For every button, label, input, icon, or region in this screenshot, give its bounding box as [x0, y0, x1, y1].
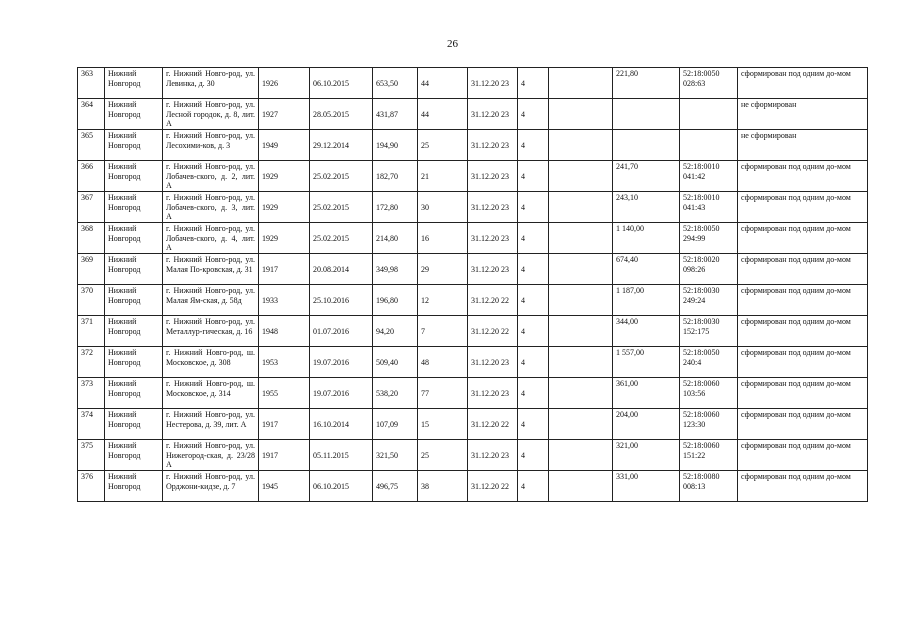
cell-land-status: сформирован под одним до-мом — [738, 223, 868, 254]
cell-empty — [549, 192, 613, 223]
cell-deadline: 31.12.20 23 — [468, 130, 518, 161]
table-row — [78, 347, 868, 378]
cell-area: 496,75 — [373, 471, 418, 502]
cell-address: г. Нижний Новго-род, ул. Металлур-гическая, д. 16 — [163, 316, 259, 347]
cell-land-status: не сформирован — [738, 130, 868, 161]
cell-residents: 7 — [418, 316, 468, 347]
cell-cadastral-number: 52:18:0050 294:99 — [680, 223, 738, 254]
cell-recognition-date: 25.02.2015 — [310, 192, 373, 223]
cell-land-area: 1 557,00 — [613, 347, 680, 378]
cell-city: Нижний Новгород — [105, 192, 163, 223]
cell-residents: 15 — [418, 409, 468, 440]
cell-deadline: 31.12.20 23 — [468, 192, 518, 223]
table-row — [78, 316, 868, 347]
table-row — [78, 68, 868, 99]
cell-stage: 4 — [518, 440, 549, 471]
cell-land-status: сформирован под одним до-мом — [738, 161, 868, 192]
cell-address: г. Нижний Новго-род, ул. Лобачев-ского, д. 4, лит. А — [163, 223, 259, 254]
cell-year-built: 1929 — [259, 223, 310, 254]
cell-cadastral-number: 52:18:0010 041:42 — [680, 161, 738, 192]
cell-land-status: сформирован под одним до-мом — [738, 192, 868, 223]
cell-residents: 48 — [418, 347, 468, 378]
cell-city: Нижний Новгород — [105, 285, 163, 316]
cell-number: 373 — [78, 378, 105, 409]
cell-area: 194,90 — [373, 130, 418, 161]
cell-deadline: 31.12.20 22 — [468, 409, 518, 440]
cell-year-built: 1929 — [259, 192, 310, 223]
cell-empty — [549, 285, 613, 316]
cell-city: Нижний Новгород — [105, 130, 163, 161]
cell-number: 371 — [78, 316, 105, 347]
cell-residents: 44 — [418, 68, 468, 99]
table-row — [78, 130, 868, 161]
cell-number: 375 — [78, 440, 105, 471]
cell-residents: 38 — [418, 471, 468, 502]
cell-empty — [549, 409, 613, 440]
cell-year-built: 1953 — [259, 347, 310, 378]
cell-number: 376 — [78, 471, 105, 502]
cell-year-built: 1927 — [259, 99, 310, 130]
cell-deadline: 31.12.20 23 — [468, 254, 518, 285]
cell-residents: 16 — [418, 223, 468, 254]
cell-empty — [549, 99, 613, 130]
cell-recognition-date: 05.11.2015 — [310, 440, 373, 471]
cell-land-area: 674,40 — [613, 254, 680, 285]
cell-number: 364 — [78, 99, 105, 130]
cell-address: г. Нижний Новго-род, ул. Лесной городок, д. 8, лит. А — [163, 99, 259, 130]
cell-city: Нижний Новгород — [105, 223, 163, 254]
cell-city: Нижний Новгород — [105, 254, 163, 285]
cell-address: г. Нижний Новго-род, ул. Левинка, д. 30 — [163, 68, 259, 99]
cell-number: 372 — [78, 347, 105, 378]
cell-deadline: 31.12.20 23 — [468, 99, 518, 130]
cell-residents: 12 — [418, 285, 468, 316]
cell-recognition-date: 25.02.2015 — [310, 161, 373, 192]
cell-cadastral-number: 52:18:0060 151:22 — [680, 440, 738, 471]
cell-empty — [549, 471, 613, 502]
cell-number: 367 — [78, 192, 105, 223]
cell-empty — [549, 223, 613, 254]
cell-land-area: 1 140,00 — [613, 223, 680, 254]
cell-year-built: 1917 — [259, 254, 310, 285]
cell-deadline: 31.12.20 23 — [468, 440, 518, 471]
cell-recognition-date: 20.08.2014 — [310, 254, 373, 285]
cell-city: Нижний Новгород — [105, 378, 163, 409]
cell-cadastral-number: 52:18:0010 041:43 — [680, 192, 738, 223]
cell-cadastral-number: 52:18:0050 240:4 — [680, 347, 738, 378]
cell-area: 509,40 — [373, 347, 418, 378]
cell-residents: 25 — [418, 440, 468, 471]
cell-city: Нижний Новгород — [105, 409, 163, 440]
cell-recognition-date: 16.10.2014 — [310, 409, 373, 440]
cell-area: 653,50 — [373, 68, 418, 99]
cell-recognition-date: 01.07.2016 — [310, 316, 373, 347]
cell-empty — [549, 316, 613, 347]
cell-cadastral-number: 52:18:0030 249:24 — [680, 285, 738, 316]
cell-land-status: сформирован под одним до-мом — [738, 347, 868, 378]
cell-address: г. Нижний Новго-род, ш. Московское, д. 308 — [163, 347, 259, 378]
table-row — [78, 285, 868, 316]
cell-residents: 44 — [418, 99, 468, 130]
cell-city: Нижний Новгород — [105, 161, 163, 192]
cell-address: г. Нижний Новго-род, ул. Лобачев-ского, д. 3, лит. А — [163, 192, 259, 223]
cell-year-built: 1917 — [259, 409, 310, 440]
cell-number: 368 — [78, 223, 105, 254]
cell-number: 369 — [78, 254, 105, 285]
cell-area: 172,80 — [373, 192, 418, 223]
cell-stage: 4 — [518, 254, 549, 285]
cell-land-area: 204,00 — [613, 409, 680, 440]
cell-recognition-date: 25.10.2016 — [310, 285, 373, 316]
table-row — [78, 471, 868, 502]
table-row — [78, 378, 868, 409]
cell-deadline: 31.12.20 23 — [468, 68, 518, 99]
cell-city: Нижний Новгород — [105, 99, 163, 130]
cell-number: 363 — [78, 68, 105, 99]
cell-land-status: сформирован под одним до-мом — [738, 285, 868, 316]
page-number: 26 — [447, 38, 458, 50]
cell-recognition-date: 06.10.2015 — [310, 68, 373, 99]
cell-land-area: 241,70 — [613, 161, 680, 192]
cell-empty — [549, 68, 613, 99]
cell-residents: 21 — [418, 161, 468, 192]
cell-stage: 4 — [518, 316, 549, 347]
cell-year-built: 1949 — [259, 130, 310, 161]
cell-land-status: сформирован под одним до-мом — [738, 254, 868, 285]
cell-land-status: сформирован под одним до-мом — [738, 378, 868, 409]
cell-city: Нижний Новгород — [105, 316, 163, 347]
cell-stage: 4 — [518, 223, 549, 254]
cell-land-area: 243,10 — [613, 192, 680, 223]
cell-area: 431,87 — [373, 99, 418, 130]
cell-area: 182,70 — [373, 161, 418, 192]
cell-number: 374 — [78, 409, 105, 440]
cell-area: 107,09 — [373, 409, 418, 440]
cell-year-built: 1948 — [259, 316, 310, 347]
table-row — [78, 99, 868, 130]
cell-year-built: 1929 — [259, 161, 310, 192]
cell-residents: 77 — [418, 378, 468, 409]
cell-area: 538,20 — [373, 378, 418, 409]
cell-empty — [549, 378, 613, 409]
cell-address: г. Нижний Новго-род, ул. Лобачев-ского, д. 2, лит. А — [163, 161, 259, 192]
cell-land-status: сформирован под одним до-мом — [738, 409, 868, 440]
cell-address: г. Нижний Новго-род, ул. Малая По-кровская, д. 31 — [163, 254, 259, 285]
cell-address: г. Нижний Новго-род, ул. Нестерова, д. 39, лит. А — [163, 409, 259, 440]
cell-land-status: сформирован под одним до-мом — [738, 68, 868, 99]
cell-area: 214,80 — [373, 223, 418, 254]
cell-land-status: сформирован под одним до-мом — [738, 316, 868, 347]
cell-stage: 4 — [518, 68, 549, 99]
cell-land-area: 1 187,00 — [613, 285, 680, 316]
cell-deadline: 31.12.20 22 — [468, 316, 518, 347]
cell-cadastral-number: 52:18:0060 103:56 — [680, 378, 738, 409]
cell-stage: 4 — [518, 471, 549, 502]
cell-year-built: 1955 — [259, 378, 310, 409]
cell-cadastral-number: 52:18:0060 123:30 — [680, 409, 738, 440]
table-row — [78, 440, 868, 471]
cell-empty — [549, 440, 613, 471]
cell-land-status: сформирован под одним до-мом — [738, 471, 868, 502]
cell-deadline: 31.12.20 23 — [468, 347, 518, 378]
table-body — [78, 68, 868, 502]
cell-deadline: 31.12.20 23 — [468, 378, 518, 409]
cell-address: г. Нижний Новго-род, ул. Нижегород-ская, д. 23/28 А — [163, 440, 259, 471]
cell-stage: 4 — [518, 285, 549, 316]
cell-land-area — [613, 130, 680, 161]
cell-area: 196,80 — [373, 285, 418, 316]
cell-empty — [549, 130, 613, 161]
cell-empty — [549, 161, 613, 192]
cell-land-area: 344,00 — [613, 316, 680, 347]
cell-city: Нижний Новгород — [105, 347, 163, 378]
housing-register-table — [77, 67, 868, 502]
cell-year-built: 1933 — [259, 285, 310, 316]
cell-recognition-date: 29.12.2014 — [310, 130, 373, 161]
cell-cadastral-number — [680, 130, 738, 161]
cell-residents: 30 — [418, 192, 468, 223]
cell-stage: 4 — [518, 192, 549, 223]
cell-empty — [549, 254, 613, 285]
cell-number: 370 — [78, 285, 105, 316]
cell-area: 94,20 — [373, 316, 418, 347]
cell-cadastral-number: 52:18:0020 098:26 — [680, 254, 738, 285]
cell-stage: 4 — [518, 347, 549, 378]
table-row — [78, 161, 868, 192]
cell-residents: 25 — [418, 130, 468, 161]
cell-area: 349,98 — [373, 254, 418, 285]
cell-stage: 4 — [518, 130, 549, 161]
cell-land-area — [613, 99, 680, 130]
table-row — [78, 223, 868, 254]
cell-recognition-date: 19.07.2016 — [310, 378, 373, 409]
cell-address: г. Нижний Новго-род, ул. Орджони-кидзе, д. 7 — [163, 471, 259, 502]
table-row — [78, 409, 868, 440]
cell-stage: 4 — [518, 409, 549, 440]
table-row — [78, 254, 868, 285]
cell-number: 365 — [78, 130, 105, 161]
cell-deadline: 31.12.20 22 — [468, 285, 518, 316]
cell-cadastral-number: 52:18:0050 028:63 — [680, 68, 738, 99]
cell-deadline: 31.12.20 23 — [468, 161, 518, 192]
cell-land-area: 361,00 — [613, 378, 680, 409]
cell-cadastral-number: 52:18:0030 152:175 — [680, 316, 738, 347]
cell-year-built: 1917 — [259, 440, 310, 471]
cell-land-status: сформирован под одним до-мом — [738, 440, 868, 471]
cell-residents: 29 — [418, 254, 468, 285]
cell-stage: 4 — [518, 161, 549, 192]
cell-land-area: 221,80 — [613, 68, 680, 99]
cell-land-status: не сформирован — [738, 99, 868, 130]
cell-city: Нижний Новгород — [105, 440, 163, 471]
cell-recognition-date: 06.10.2015 — [310, 471, 373, 502]
cell-stage: 4 — [518, 99, 549, 130]
cell-land-area: 331,00 — [613, 471, 680, 502]
cell-address: г. Нижний Новго-род, ул. Лесохими-ков, д. 3 — [163, 130, 259, 161]
cell-area: 321,50 — [373, 440, 418, 471]
cell-empty — [549, 347, 613, 378]
cell-city: Нижний Новгород — [105, 471, 163, 502]
cell-land-area: 321,00 — [613, 440, 680, 471]
cell-year-built: 1945 — [259, 471, 310, 502]
cell-number: 366 — [78, 161, 105, 192]
cell-address: г. Нижний Новго-род, ул. Малая Ям-ская, д. 58д — [163, 285, 259, 316]
cell-deadline: 31.12.20 22 — [468, 471, 518, 502]
cell-year-built: 1926 — [259, 68, 310, 99]
cell-city: Нижний Новгород — [105, 68, 163, 99]
cell-recognition-date: 28.05.2015 — [310, 99, 373, 130]
cell-deadline: 31.12.20 23 — [468, 223, 518, 254]
cell-recognition-date: 19.07.2016 — [310, 347, 373, 378]
cell-address: г. Нижний Новго-род, ш. Московское, д. 314 — [163, 378, 259, 409]
table-row — [78, 192, 868, 223]
cell-stage: 4 — [518, 378, 549, 409]
cell-cadastral-number — [680, 99, 738, 130]
cell-recognition-date: 25.02.2015 — [310, 223, 373, 254]
cell-cadastral-number: 52:18:0080 008:13 — [680, 471, 738, 502]
